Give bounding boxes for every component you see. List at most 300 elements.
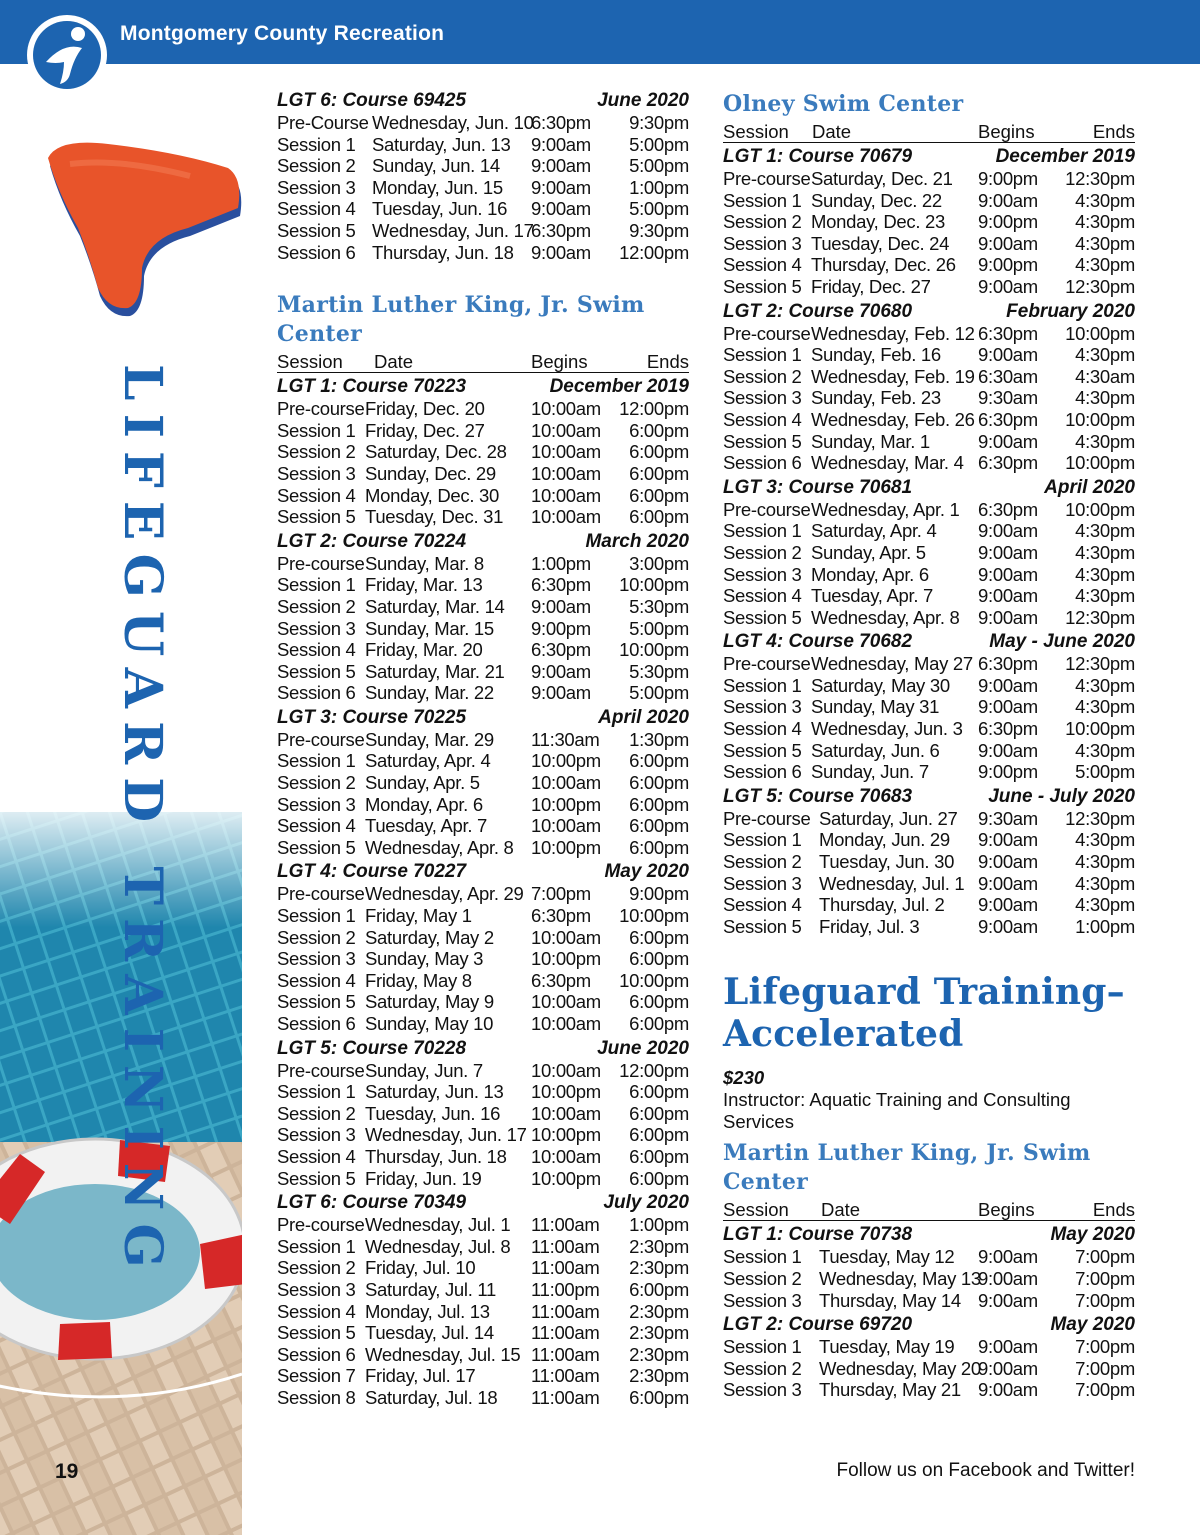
session-begins: 9:00am	[978, 606, 1038, 628]
header-bar	[0, 0, 1200, 64]
session-row	[277, 1344, 689, 1366]
session-ends: 6:00pm	[629, 1145, 689, 1167]
session-begins: 6:30pm	[531, 574, 591, 596]
session-label: Session 1	[277, 1081, 356, 1103]
session-ends: 2:30pm	[629, 1257, 689, 1279]
session-begins: 9:00am	[978, 232, 1038, 254]
kickboard-image	[40, 106, 242, 336]
session-row	[723, 1246, 1135, 1268]
session-row	[723, 1379, 1135, 1401]
page-number: 19	[55, 1460, 79, 1483]
session-label: Session 3	[723, 563, 802, 585]
session-date: Monday, Apr. 6	[811, 563, 929, 585]
session-row	[277, 639, 689, 661]
session-date: Thursday, Jun. 18	[365, 1145, 507, 1167]
course-heading	[277, 531, 689, 553]
session-label: Session 2	[723, 211, 802, 233]
course-period: May 2020	[1050, 1224, 1135, 1246]
session-row	[277, 1322, 689, 1344]
session-label: Session 6	[723, 761, 802, 783]
session-row	[723, 873, 1135, 895]
session-label: Session 5	[723, 739, 802, 761]
session-date: Saturday, Jun. 27	[819, 807, 958, 829]
session-begins: 10:00am	[531, 1102, 601, 1124]
session-row	[723, 1336, 1135, 1358]
session-row	[277, 1387, 689, 1409]
session-begins: 10:00am	[531, 484, 601, 506]
session-row	[277, 1060, 689, 1082]
session-date: Wednesday, Apr. 1	[811, 498, 960, 520]
session-date: Wednesday, May 13	[819, 1268, 981, 1289]
session-row	[277, 1013, 689, 1035]
session-label: Session 4	[723, 585, 802, 607]
session-ends: 5:00pm	[629, 198, 689, 220]
schedule-column-left	[277, 90, 689, 1409]
session-ends: 12:30pm	[1065, 606, 1135, 628]
session-row	[277, 155, 689, 177]
session-ends: 6:00pm	[629, 506, 689, 528]
session-begins: 10:00am	[531, 926, 601, 948]
session-ends: 6:00pm	[629, 793, 689, 815]
course-heading	[723, 1314, 1135, 1336]
session-ends: 6:00pm	[629, 1386, 689, 1408]
session-row	[277, 794, 689, 816]
session-ends: 7:00pm	[1075, 1246, 1135, 1268]
session-label: Session 4	[723, 718, 802, 740]
session-begins: 6:30pm	[531, 112, 591, 133]
session-row	[723, 233, 1135, 255]
session-date: Sunday, Dec. 22	[811, 189, 942, 211]
session-row	[277, 927, 689, 949]
session-begins: 10:00pm	[531, 836, 601, 858]
session-ends: 10:00pm	[619, 574, 689, 596]
session-label: Session 3	[277, 793, 356, 815]
session-begins: 9:00pm	[978, 254, 1038, 276]
session-begins: 10:00am	[531, 1059, 601, 1081]
session-label: Session 6	[277, 1013, 356, 1034]
session-ends: 1:00pm	[629, 1214, 689, 1236]
session-row	[277, 815, 689, 837]
session-date: Sunday, Dec. 29	[365, 462, 496, 484]
session-row	[277, 112, 689, 134]
header-begins: Begins	[978, 121, 1035, 142]
session-row	[277, 220, 689, 242]
session-date: Tuesday, Jun. 16	[372, 198, 508, 220]
session-date: Friday, May 8	[365, 969, 472, 991]
session-ends: 6:00pm	[629, 462, 689, 484]
session-ends: 1:00pm	[1075, 915, 1135, 937]
session-row	[277, 506, 689, 528]
session-date: Tuesday, Dec. 24	[811, 232, 950, 254]
session-label: Session 2	[277, 155, 356, 177]
session-label: Session 2	[723, 1268, 802, 1289]
session-label: Session 2	[277, 595, 356, 617]
session-label: Session 5	[277, 219, 356, 241]
session-label: Session 3	[723, 1289, 802, 1311]
session-label: Session 6	[723, 452, 802, 474]
session-date: Sunday, Apr. 5	[811, 541, 926, 563]
session-row	[723, 254, 1135, 276]
side-title-text: LIFEGUARD TRAINING	[112, 364, 173, 1281]
session-label: Session 5	[277, 991, 356, 1013]
session-ends: 6:00pm	[629, 441, 689, 463]
session-row	[723, 808, 1135, 830]
session-row	[723, 1358, 1135, 1380]
session-row	[277, 1103, 689, 1125]
session-ends: 2:30pm	[629, 1365, 689, 1387]
session-date: Friday, Dec. 27	[811, 275, 931, 297]
session-date: Wednesday, Jun. 17	[365, 1124, 527, 1146]
session-ends: 10:00pm	[1065, 452, 1135, 474]
session-date: Saturday, May 30	[811, 674, 950, 696]
session-row	[723, 761, 1135, 783]
session-label: Pre-course	[277, 728, 365, 750]
session-date: Tuesday, Apr. 7	[365, 815, 487, 837]
session-ends: 5:00pm	[629, 617, 689, 639]
course-period: December 2019	[995, 146, 1135, 167]
session-date: Friday, Jun. 19	[365, 1167, 482, 1189]
session-ends: 2:30pm	[629, 1300, 689, 1322]
session-date: Sunday, Mar. 15	[365, 617, 494, 639]
session-ends: 12:00pm	[619, 398, 689, 420]
session-label: Session 3	[723, 232, 802, 254]
session-begins: 10:00am	[531, 772, 601, 794]
session-ends: 3:00pm	[629, 552, 689, 574]
session-begins: 9:00am	[531, 660, 591, 682]
session-label: Session 5	[723, 606, 802, 628]
session-begins: 11:00am	[531, 1322, 600, 1344]
session-ends: 4:30am	[1075, 365, 1135, 387]
course-title: LGT 5: Course 70228	[277, 1037, 467, 1059]
session-row	[277, 198, 689, 220]
session-row	[723, 409, 1135, 431]
session-ends: 5:00pm	[1075, 761, 1135, 783]
column-header	[723, 1199, 1135, 1221]
session-ends: 5:00pm	[629, 133, 689, 155]
session-ends: 1:00pm	[629, 176, 689, 198]
session-date: Sunday, May 10	[365, 1013, 494, 1034]
course-heading	[277, 1192, 689, 1214]
course-heading	[277, 90, 689, 112]
vertical-section-title	[112, 364, 173, 1281]
session-date: Monday, Jun. 15	[372, 176, 503, 198]
session-label: Session 6	[277, 1343, 356, 1365]
session-ends: 6:00pm	[629, 1278, 689, 1300]
session-ends: 4:30pm	[1075, 541, 1135, 563]
session-begins: 6:30pm	[978, 498, 1038, 520]
session-begins: 6:30pm	[531, 905, 591, 927]
session-row	[723, 829, 1135, 851]
session-begins: 11:00am	[531, 1343, 600, 1365]
session-date: Tuesday, Jul. 14	[365, 1322, 494, 1344]
course-heading	[723, 301, 1135, 323]
session-label: Session 1	[723, 1336, 802, 1358]
session-label: Session 3	[277, 1124, 356, 1146]
session-begins: 9:00am	[978, 1268, 1038, 1289]
session-begins: 9:30am	[978, 807, 1038, 829]
session-begins: 10:00pm	[531, 1081, 601, 1103]
session-row	[277, 729, 689, 751]
session-row	[723, 211, 1135, 233]
session-label: Session 4	[277, 198, 356, 220]
session-date: Friday, May 1	[365, 905, 472, 927]
session-ends: 6:00pm	[629, 1081, 689, 1103]
session-begins: 9:00am	[978, 1246, 1038, 1268]
session-row	[277, 1081, 689, 1103]
session-begins: 10:00am	[531, 462, 601, 484]
session-date: Wednesday, Feb. 26	[811, 408, 975, 430]
course-title: LGT 6: Course 69425	[277, 90, 467, 111]
course-list	[723, 1224, 1135, 1401]
session-row	[277, 177, 689, 199]
session-label: Session 2	[723, 541, 802, 563]
session-label: Session 8	[277, 1386, 356, 1408]
course-period: July 2020	[603, 1192, 689, 1214]
session-date: Friday, Dec. 20	[365, 398, 485, 420]
header-session: Session	[723, 121, 789, 142]
session-label: Session 4	[277, 484, 356, 506]
session-label: Session 1	[277, 419, 356, 441]
session-ends: 2:30pm	[629, 1235, 689, 1257]
session-begins: 9:00am	[531, 133, 591, 155]
session-begins: 9:00pm	[531, 617, 591, 639]
session-ends: 6:00pm	[629, 772, 689, 794]
session-date: Saturday, Apr. 4	[365, 750, 491, 772]
session-ends: 9:30pm	[629, 219, 689, 241]
session-label: Session 1	[277, 133, 356, 155]
session-date: Wednesday, Apr. 29	[365, 883, 524, 905]
session-begins: 11:00am	[531, 1235, 600, 1257]
course-heading	[723, 786, 1135, 808]
session-date: Sunday, Mar. 22	[365, 682, 494, 704]
session-begins: 9:00pm	[978, 761, 1038, 783]
session-row	[277, 574, 689, 596]
session-ends: 4:30pm	[1075, 674, 1135, 696]
session-label: Session 3	[277, 1278, 356, 1300]
session-label: Session 1	[277, 1235, 356, 1257]
session-label: Pre-course	[277, 1059, 365, 1081]
session-begins: 10:00am	[531, 398, 601, 420]
session-ends: 1:30pm	[629, 728, 689, 750]
session-ends: 7:00pm	[1075, 1268, 1135, 1289]
session-row	[277, 485, 689, 507]
schedule-column-right	[723, 90, 1135, 1401]
session-row	[277, 1236, 689, 1258]
session-ends: 12:00pm	[619, 241, 689, 263]
session-begins: 11:00pm	[531, 1278, 600, 1300]
course-period: December 2019	[549, 376, 689, 398]
session-date: Thursday, Jul. 2	[819, 894, 945, 916]
session-label: Session 4	[723, 894, 802, 916]
session-ends: 5:30pm	[629, 595, 689, 617]
session-ends: 9:30pm	[629, 112, 689, 133]
session-label: Session 4	[277, 969, 356, 991]
session-row	[277, 596, 689, 618]
session-row	[277, 905, 689, 927]
session-begins: 9:00am	[978, 674, 1038, 696]
session-begins: 9:00pm	[978, 211, 1038, 233]
session-row	[723, 344, 1135, 366]
session-date: Wednesday, Apr. 8	[365, 836, 514, 858]
session-date: Saturday, May 2	[365, 926, 494, 948]
session-label: Session 3	[277, 948, 356, 970]
session-ends: 4:30pm	[1075, 696, 1135, 718]
session-ends: 7:00pm	[1075, 1289, 1135, 1311]
session-label: Pre-course	[277, 552, 365, 574]
session-begins: 6:30pm	[978, 653, 1038, 675]
session-row	[723, 168, 1135, 190]
session-date: Monday, Apr. 6	[365, 793, 483, 815]
session-label: Session 5	[277, 836, 356, 858]
session-ends: 9:00pm	[629, 883, 689, 905]
session-date: Sunday, Mar. 1	[811, 430, 930, 452]
session-ends: 4:30pm	[1075, 520, 1135, 542]
session-date: Wednesday, Feb. 19	[811, 365, 975, 387]
session-label: Pre-course	[723, 168, 811, 189]
session-ends: 7:00pm	[1075, 1379, 1135, 1401]
session-row	[723, 653, 1135, 675]
session-begins: 9:00am	[531, 176, 591, 198]
session-begins: 9:00am	[531, 241, 591, 263]
session-begins: 10:00pm	[531, 750, 601, 772]
session-date: Thursday, Jun. 18	[372, 241, 514, 263]
session-date: Thursday, Dec. 26	[811, 254, 956, 276]
session-begins: 9:00am	[978, 520, 1038, 542]
session-date: Wednesday, Feb. 12	[811, 322, 975, 344]
session-ends: 4:30pm	[1075, 344, 1135, 366]
session-row	[723, 190, 1135, 212]
session-begins: 6:30pm	[978, 452, 1038, 474]
accelerated-title-line2: Accelerated	[723, 1013, 964, 1056]
session-ends: 6:00pm	[629, 948, 689, 970]
session-ends: 4:30pm	[1075, 430, 1135, 452]
course-list	[277, 376, 689, 1408]
session-row	[723, 276, 1135, 298]
session-date: Wednesday, Jul. 15	[365, 1343, 521, 1365]
session-date: Wednesday, Apr. 8	[811, 606, 960, 628]
session-row	[277, 1146, 689, 1168]
session-ends: 4:30pm	[1075, 739, 1135, 761]
session-row	[723, 431, 1135, 453]
session-begins: 9:00am	[978, 894, 1038, 916]
session-begins: 11:00am	[531, 1300, 600, 1322]
session-date: Saturday, Jun. 6	[811, 739, 940, 761]
session-row	[277, 883, 689, 905]
session-row	[723, 323, 1135, 345]
session-ends: 6:00pm	[629, 836, 689, 858]
session-date: Sunday, May 31	[811, 696, 940, 718]
session-begins: 6:30pm	[978, 408, 1038, 430]
session-label: Session 4	[277, 1300, 356, 1322]
session-date: Saturday, Jul. 11	[365, 1278, 496, 1300]
session-date: Monday, Dec. 23	[811, 211, 945, 233]
session-row	[723, 499, 1135, 521]
session-date: Saturday, Dec. 28	[365, 441, 507, 463]
header-date: Date	[812, 121, 852, 142]
session-label: Session 5	[723, 430, 802, 452]
course-heading	[723, 1224, 1135, 1246]
session-begins: 10:00am	[531, 506, 601, 528]
session-row	[723, 740, 1135, 762]
session-begins: 9:00am	[978, 1336, 1038, 1358]
session-row	[277, 970, 689, 992]
session-date: Tuesday, May 19	[819, 1336, 955, 1358]
course-heading	[277, 376, 689, 398]
header-begins: Begins	[531, 351, 588, 373]
session-begins: 9:00am	[978, 851, 1038, 873]
session-date: Friday, Jul. 10	[365, 1257, 476, 1279]
session-row	[723, 851, 1135, 873]
session-label: Session 1	[723, 829, 802, 851]
session-label: Session 7	[277, 1365, 356, 1387]
header-date: Date	[821, 1199, 861, 1221]
session-ends: 4:30pm	[1075, 387, 1135, 409]
session-ends: 4:30pm	[1075, 829, 1135, 851]
session-ends: 4:30pm	[1075, 254, 1135, 276]
session-begins: 10:00pm	[531, 1167, 601, 1189]
session-label: Session 3	[277, 176, 356, 198]
session-ends: 2:30pm	[629, 1343, 689, 1365]
session-row	[723, 564, 1135, 586]
session-begins: 9:00am	[978, 872, 1038, 894]
session-label: Session 1	[723, 344, 802, 366]
course-title: LGT 1: Course 70223	[277, 376, 467, 398]
session-label: Session 6	[277, 241, 356, 263]
session-label: Pre-course	[723, 807, 811, 829]
session-label: Session 1	[723, 520, 802, 542]
session-ends: 6:00pm	[629, 750, 689, 772]
session-label: Session 5	[277, 506, 356, 528]
session-label: Pre-course	[723, 498, 811, 520]
session-date: Wednesday, Jun. 3	[811, 718, 963, 740]
session-label: Session 2	[277, 772, 356, 794]
session-begins: 9:00am	[978, 563, 1038, 585]
session-ends: 12:30pm	[1065, 807, 1135, 829]
session-ends: 4:30pm	[1075, 894, 1135, 916]
session-date: Tuesday, Jun. 30	[819, 851, 955, 873]
session-date: Wednesday, Jul. 8	[365, 1235, 511, 1257]
session-begins: 10:00pm	[531, 1124, 601, 1146]
session-row	[277, 837, 689, 859]
session-row	[277, 1124, 689, 1146]
footer-social: Follow us on Facebook and Twitter!	[836, 1460, 1135, 1481]
session-ends: 4:30pm	[1075, 563, 1135, 585]
session-date: Wednesday, Jun. 17	[372, 219, 534, 241]
session-date: Monday, Dec. 30	[365, 484, 499, 506]
course-title: LGT 1: Course 70679	[723, 146, 913, 167]
session-row	[277, 398, 689, 420]
session-begins: 10:00pm	[531, 793, 601, 815]
session-begins: 9:00pm	[978, 168, 1038, 189]
session-begins: 10:00am	[531, 419, 601, 441]
session-date: Friday, Mar. 13	[365, 574, 483, 596]
session-begins: 9:00am	[978, 829, 1038, 851]
session-date: Wednesday, Jun. 10	[372, 112, 534, 133]
location-title: Martin Luther King, Jr. Swim Center	[723, 1140, 1091, 1196]
session-ends: 10:00pm	[1065, 408, 1135, 430]
side-art	[0, 64, 242, 1535]
session-label: Session 1	[277, 905, 356, 927]
session-row	[277, 772, 689, 794]
session-label: Pre-course	[723, 322, 811, 344]
session-label: Session 2	[723, 365, 802, 387]
course-block-top	[277, 90, 689, 263]
session-date: Wednesday, Jul. 1	[365, 1214, 511, 1236]
session-date: Friday, Dec. 27	[365, 419, 485, 441]
session-row	[723, 1290, 1135, 1312]
session-date: Sunday, Apr. 5	[365, 772, 480, 794]
session-begins: 9:00am	[978, 344, 1038, 366]
